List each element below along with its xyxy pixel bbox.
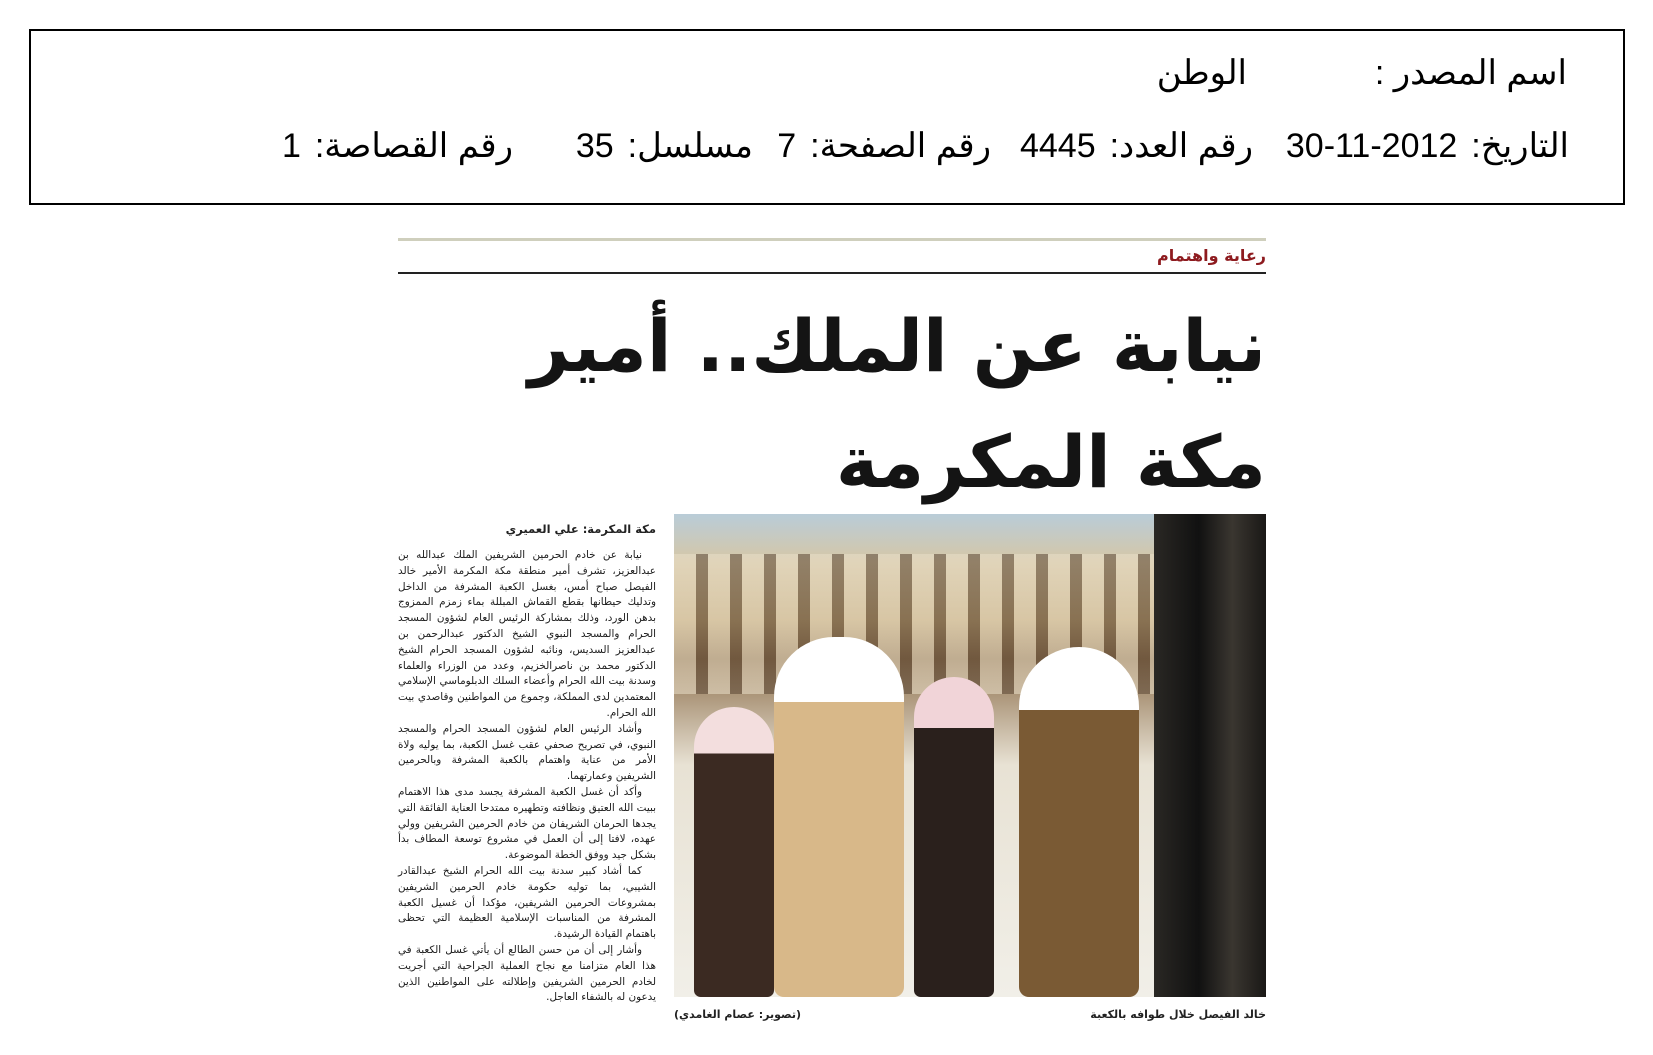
photo-figure: [694, 707, 774, 997]
serial-label: مسلسل:: [627, 127, 753, 165]
issue-value: 4445: [1019, 127, 1096, 165]
section-kicker: رعاية واهتمام: [1157, 246, 1266, 265]
body-paragraph: كما أشاد كبير سدنة بيت الله الحرام الشيخ عبدالقادر الشيبي، بما توليه حكومة خادم الحرمين الشريفين بمشروعات الحرمين الشريفين، مؤكدا أن غسيل الكعبة المشرفة من المناسبات الإسلامية العظيمة التي تحظى باهتمام القيادة الرشيدة.: [398, 864, 656, 941]
body-paragraph: وأكد أن غسل الكعبة المشرفة يجسد مدى هذا الاهتمام ببيت الله العتيق ونظافته وتطهيره ممتدحا العناية الفائقة التي يجدها الحرمان الشريفان من خادم الحرمين الشريفين وولي عهده، لافتا إلى أن العمل في مشروع توسعة المطاف بدأ بشكل جيد ووفق الخطة الموضوعة.: [398, 785, 656, 862]
serial-field: [576, 126, 753, 166]
source-value: الوطن: [1156, 54, 1247, 92]
clip-field: [282, 126, 513, 166]
source-label: اسم المصدر :: [1374, 54, 1567, 92]
issue-field: [1020, 126, 1253, 166]
article-photo: [674, 514, 1266, 997]
page-field: [777, 126, 991, 166]
page-value: 7: [777, 127, 797, 165]
section-rule: [398, 272, 1266, 274]
body-paragraph: نيابة عن خادم الحرمين الشريفين الملك عبدالله بن عبدالعزيز، تشرف أمير منطقة مكة المكرمة الأمير خالد الفيصل صباح أمس، بغسل الكعبة المشرفة من الداخل وتدليك حيطانها بقطع القماش المبللة بماء زمزم الممزوج بدهن الورد، وذلك بمشاركة الرئيس العام لشؤون المسجد الحرام والمسجد النبوي الشيخ الدكتور عبدالرحمن بن عبدالعزيز السديس، ونائبه لشؤون المسجد الحرام الشيخ الدكتور محمد بن ناصرالخزيم، وعدد من الوزراء والعلماء وسدنة بيت الله الحرام وأعضاء السلك الدبلوماسي الإسلامي المعتمدين لدى المملكة، وجموع من المواطنين وقاصدي بيت الله الحرام.: [398, 549, 656, 719]
date-value: 2012-11-30: [1285, 127, 1458, 165]
clip-label: رقم القصاصة:: [314, 127, 513, 165]
headline-line-1: نيابة عن الملك.. أمير مكة المكرمة: [528, 304, 1266, 504]
date-field: [1286, 126, 1569, 166]
clip-value: 1: [281, 127, 301, 165]
news-article: [398, 238, 1266, 1021]
byline: مكة المكرمة: علي العميري: [505, 522, 656, 536]
clipping-metadata-box: [29, 29, 1625, 205]
serial-value: 35: [575, 127, 614, 165]
body-paragraph: وأشار إلى أن من حسن الطالع أن يأتي غسل الكعبة في هذا العام متزامنا مع نجاح العملية الجراحية التي أجريت لخادم الحرمين الشريفين وإطلالته على المواطنين الذين يدعون له بالشفاء العاجل.: [398, 943, 656, 1004]
article-body: [398, 548, 656, 1006]
photo-credit: (تصوير: عصام الغامدي): [674, 1008, 801, 1021]
body-paragraph: وأشاد الرئيس العام لشؤون المسجد الحرام والمسجد النبوي، في تصريح صحفي عقب غسل الكعبة، بما يوليه ولاة الأمر من عناية واهتمام بالكعبة المشرفة وبالحرمين الشريفين وعمارتهما.: [398, 722, 656, 783]
photo-figure: [774, 637, 904, 997]
photo-caption: خالد الفيصل خلال طوافه بالكعبة: [1090, 1008, 1266, 1021]
issue-label: رقم العدد:: [1109, 127, 1253, 165]
date-label: التاريخ:: [1471, 127, 1569, 165]
photo-kaaba-wall: [1154, 514, 1266, 997]
top-rule: [398, 238, 1266, 241]
photo-figure: [914, 677, 994, 997]
page-label: رقم الصفحة:: [810, 127, 991, 165]
photo-figure: [1019, 647, 1139, 997]
